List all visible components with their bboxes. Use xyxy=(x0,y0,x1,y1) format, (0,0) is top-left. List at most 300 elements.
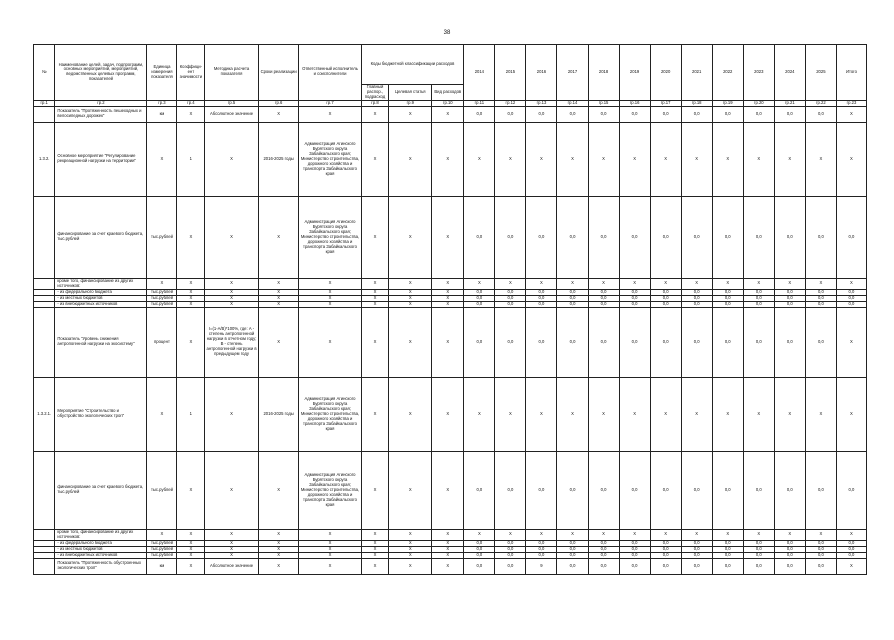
row-code-kind: Х xyxy=(432,529,464,540)
row-year-value: Х xyxy=(681,122,712,196)
row-year-value: 0,0 xyxy=(650,540,681,546)
row-year-value: 0,0 xyxy=(526,106,557,122)
row-terms: Х xyxy=(258,295,299,301)
row-year-value: 0,0 xyxy=(681,546,712,552)
row-year-value: 0,0 xyxy=(526,546,557,552)
row-year-value: 0,0 xyxy=(712,558,743,574)
row-terms: Х xyxy=(258,540,299,546)
row-unit: процент xyxy=(147,307,177,377)
row-total: 0,0 xyxy=(836,546,866,552)
row-code-chief: Х xyxy=(361,278,389,289)
row-terms: Х xyxy=(258,529,299,540)
row-coef: Х xyxy=(177,552,205,558)
row-total: 0,0 xyxy=(836,540,866,546)
row-year-value: 0,0 xyxy=(712,546,743,552)
row-year-value: 0,0 xyxy=(526,301,557,307)
row-year-value: 0,0 xyxy=(619,307,650,377)
row-code-article: Х xyxy=(389,295,432,301)
row-year-value: Х xyxy=(588,377,619,451)
row-responsible: Х xyxy=(299,278,361,289)
header-no: № xyxy=(34,45,55,101)
row-year-value: 0,0 xyxy=(774,451,805,529)
row-year-value: 0,0 xyxy=(650,307,681,377)
row-code-kind: Х xyxy=(432,540,464,546)
row-year-value: 0,0 xyxy=(588,558,619,574)
row-year-value: 0,0 xyxy=(805,558,836,574)
row-total: 0,0 xyxy=(836,289,866,295)
table-row xyxy=(34,558,867,574)
row-name: - из внебюджетных источников xyxy=(55,552,147,558)
row-terms: Х xyxy=(258,301,299,307)
row-year-value: 0,0 xyxy=(495,546,526,552)
header-year: 2023 xyxy=(743,45,774,101)
row-year-value: Х xyxy=(681,278,712,289)
row-year-value: Х xyxy=(681,377,712,451)
row-responsible: Х xyxy=(299,529,361,540)
row-responsible: Администрация Агинского Бурятского округа Забайкальского края; Министерство строительства, дорожного хозяйства и транспорта Забайкальского края xyxy=(299,196,361,278)
row-year-value: Х xyxy=(774,122,805,196)
row-method: Х xyxy=(205,529,259,540)
header-responsible: Ответственный исполнитель и соисполнители xyxy=(299,45,361,101)
row-year-value: 0,0 xyxy=(681,307,712,377)
column-number: гр.7 xyxy=(299,100,361,106)
row-year-value: Х xyxy=(681,529,712,540)
header-year: 2025 xyxy=(805,45,836,101)
row-unit: тыс.рублей xyxy=(147,552,177,558)
row-year-value: 0,0 xyxy=(681,301,712,307)
row-code-kind: Х xyxy=(432,196,464,278)
row-unit: Х xyxy=(147,278,177,289)
column-number: гр.8 xyxy=(361,100,389,106)
row-year-value: 0,0 xyxy=(774,540,805,546)
row-year-value: 0,0 xyxy=(464,540,495,546)
row-year-value: 0,0 xyxy=(805,540,836,546)
row-year-value: 0,0 xyxy=(774,289,805,295)
row-year-value: 0,0 xyxy=(681,289,712,295)
header-codes: Коды бюджетной классификации расходов xyxy=(361,45,464,85)
row-year-value: 0,0 xyxy=(619,540,650,546)
row-year-value: 0,0 xyxy=(712,196,743,278)
row-year-value: 0,0 xyxy=(464,295,495,301)
row-year-value: Х xyxy=(588,278,619,289)
row-code-kind: Х xyxy=(432,278,464,289)
row-year-value: 0,0 xyxy=(619,301,650,307)
row-total: Х xyxy=(836,278,866,289)
row-terms: 2016-2025 годы xyxy=(258,122,299,196)
row-year-value: 0,0 xyxy=(526,295,557,301)
row-name: - из местных бюджетов xyxy=(55,546,147,552)
row-terms: Х xyxy=(258,451,299,529)
row-year-value: 0,0 xyxy=(557,546,588,552)
row-year-value: Х xyxy=(805,377,836,451)
header-name: Наименование целей, задач, подпрограмм, основных мероприятий, мероприятий, ведомственных целевых программ, показателей xyxy=(55,45,147,101)
row-code-article: Х xyxy=(389,451,432,529)
row-terms: Х xyxy=(258,106,299,122)
row-code-kind: Х xyxy=(432,301,464,307)
row-year-value: 0,0 xyxy=(712,552,743,558)
column-number: гр.15 xyxy=(588,100,619,106)
row-year-value: Х xyxy=(743,529,774,540)
row-method: Абсолютное значение xyxy=(205,558,259,574)
row-year-value: 0,0 xyxy=(743,558,774,574)
row-year-value: 0,0 xyxy=(464,552,495,558)
row-year-value: 0,0 xyxy=(805,196,836,278)
row-terms: 2016-2025 годы xyxy=(258,377,299,451)
row-name: Показатель "Уровень снижения антропогенной нагрузки на экосистему" xyxy=(55,307,147,377)
column-number: гр.12 xyxy=(495,100,526,106)
row-year-value: Х xyxy=(774,529,805,540)
row-total: 0,0 xyxy=(836,552,866,558)
row-responsible: Х xyxy=(299,552,361,558)
row-year-value: 0,0 xyxy=(774,552,805,558)
row-year-value: Х xyxy=(805,122,836,196)
row-code-chief: Х xyxy=(361,301,389,307)
row-year-value: 0,0 xyxy=(557,289,588,295)
header-sub-kind: Вид расходов xyxy=(432,85,464,101)
header-year: 2022 xyxy=(712,45,743,101)
header-sub-article: Целевая статья xyxy=(389,85,432,101)
column-number: гр.17 xyxy=(650,100,681,106)
row-name: - из федерального бюджета xyxy=(55,540,147,546)
row-year-value: 0,0 xyxy=(526,307,557,377)
row-year-value: 0,0 xyxy=(743,546,774,552)
row-responsible: Х xyxy=(299,546,361,552)
column-number: гр.20 xyxy=(743,100,774,106)
row-name: Мероприятие "Строительство и обустройство экологических троп" xyxy=(55,377,147,451)
row-method: Х xyxy=(205,278,259,289)
row-name: финансирование за счет краевого бюджета, тыс.рублей xyxy=(55,451,147,529)
row-coef: Х xyxy=(177,529,205,540)
row-terms: Х xyxy=(258,552,299,558)
row-year-value: 0,0 xyxy=(588,196,619,278)
row-responsible: Администрация Агинского Бурятского округа Забайкальского края; Министерство строительства, дорожного хозяйства и транспорта Забайкальского края xyxy=(299,122,361,196)
row-name: Показатель "Протяженность пешеходных и велосипедных дорожек" xyxy=(55,106,147,122)
row-year-value: 0,0 xyxy=(774,546,805,552)
row-responsible: Х xyxy=(299,558,361,574)
row-year-value: 0,0 xyxy=(650,552,681,558)
row-year-value: 0,0 xyxy=(681,451,712,529)
row-year-value: 0,0 xyxy=(650,546,681,552)
row-code-chief: Х xyxy=(361,529,389,540)
row-code-article: Х xyxy=(389,106,432,122)
row-responsible: Администрация Агинского Бурятского округа Забайкальского края; Министерство строительства, дорожного хозяйства и транспорта Забайкальского края xyxy=(299,451,361,529)
row-year-value: 0,0 xyxy=(526,451,557,529)
row-unit: тыс.рублей xyxy=(147,196,177,278)
row-terms: Х xyxy=(258,546,299,552)
header-year: 2024 xyxy=(774,45,805,101)
row-name: - из местных бюджетов xyxy=(55,295,147,301)
table-row xyxy=(34,529,867,540)
row-responsible: Х xyxy=(299,106,361,122)
table-row xyxy=(34,278,867,289)
column-number: гр.1 xyxy=(34,100,55,106)
row-code-kind: Х xyxy=(432,289,464,295)
row-unit: тыс.рублей xyxy=(147,301,177,307)
row-year-value: 0,0 xyxy=(805,552,836,558)
row-year-value: Х xyxy=(495,122,526,196)
row-year-value: 0,0 xyxy=(619,558,650,574)
row-year-value: 0,0 xyxy=(805,289,836,295)
row-year-value: 0,0 xyxy=(743,301,774,307)
row-year-value: 0,0 xyxy=(588,552,619,558)
row-method: Х xyxy=(205,546,259,552)
row-method: Х xyxy=(205,295,259,301)
row-year-value: 0,0 xyxy=(495,558,526,574)
row-code-chief: Х xyxy=(361,451,389,529)
row-name: - из федерального бюджета xyxy=(55,289,147,295)
row-year-value: 0,0 xyxy=(805,546,836,552)
header-coef: Коэффици-ент значимости xyxy=(177,45,205,101)
row-year-value: 0,0 xyxy=(712,540,743,546)
row-year-value: 0,0 xyxy=(588,295,619,301)
row-year-value: 0,0 xyxy=(805,106,836,122)
row-year-value: 0,0 xyxy=(526,552,557,558)
row-year-value: Х xyxy=(650,278,681,289)
page-number: 38 xyxy=(443,30,451,36)
row-year-value: Х xyxy=(526,529,557,540)
row-year-value: 0,0 xyxy=(650,196,681,278)
row-year-value: 0,0 xyxy=(619,289,650,295)
row-code-chief: Х xyxy=(361,295,389,301)
row-year-value: 0,0 xyxy=(712,307,743,377)
header-unit: Единица измерения показателя xyxy=(147,45,177,101)
row-year-value: Х xyxy=(650,122,681,196)
row-year-value: 0,0 xyxy=(743,552,774,558)
row-number xyxy=(34,106,55,122)
row-year-value: 0,0 xyxy=(557,301,588,307)
row-name: финансирование за счет краевого бюджета, тыс.рублей xyxy=(55,196,147,278)
row-year-value: Х xyxy=(743,278,774,289)
row-year-value: Х xyxy=(557,529,588,540)
row-method: Х xyxy=(205,289,259,295)
row-year-value: Х xyxy=(712,278,743,289)
row-unit: Х xyxy=(147,377,177,451)
row-year-value: 0,0 xyxy=(557,295,588,301)
row-code-kind: Х xyxy=(432,558,464,574)
row-year-value: 0,0 xyxy=(588,106,619,122)
row-name: кроме того, финансирование из других источников: xyxy=(55,529,147,540)
row-year-value: Х xyxy=(557,278,588,289)
row-year-value: 0,0 xyxy=(774,307,805,377)
row-code-chief: Х xyxy=(361,377,389,451)
row-year-value: 0,0 xyxy=(805,301,836,307)
row-year-value: 0,0 xyxy=(712,451,743,529)
row-year-value: 0,0 xyxy=(464,451,495,529)
row-code-article: Х xyxy=(389,558,432,574)
row-coef: Х xyxy=(177,540,205,546)
row-code-kind: Х xyxy=(432,295,464,301)
row-year-value: 0,0 xyxy=(743,106,774,122)
row-code-chief: Х xyxy=(361,289,389,295)
row-year-value: 0,0 xyxy=(681,295,712,301)
row-terms: Х xyxy=(258,196,299,278)
table-row xyxy=(34,122,867,196)
row-name: Показатель "Протяженность обустроенных экологических троп" xyxy=(55,558,147,574)
header-total: Итого xyxy=(836,45,866,101)
row-method: Х xyxy=(205,552,259,558)
row-year-value: Х xyxy=(619,278,650,289)
row-year-value: 9 xyxy=(526,558,557,574)
column-number: гр.6 xyxy=(258,100,299,106)
row-number xyxy=(34,278,55,289)
row-coef: Х xyxy=(177,307,205,377)
row-code-article: Х xyxy=(389,540,432,546)
row-year-value: Х xyxy=(743,377,774,451)
row-year-value: 0,0 xyxy=(743,289,774,295)
row-code-article: Х xyxy=(389,529,432,540)
row-responsible: Администрация Агинского Бурятского округа Забайкальского края; Министерство строительства, дорожного хозяйства и транспорта Забайкальского края xyxy=(299,377,361,451)
row-responsible: Х xyxy=(299,307,361,377)
row-year-value: 0,0 xyxy=(743,295,774,301)
row-year-value: 0,0 xyxy=(588,289,619,295)
row-unit: км xyxy=(147,558,177,574)
row-year-value: 0,0 xyxy=(681,196,712,278)
row-year-value: 0,0 xyxy=(588,307,619,377)
row-year-value: 0,0 xyxy=(495,540,526,546)
row-unit: км xyxy=(147,106,177,122)
row-code-chief: Х xyxy=(361,546,389,552)
row-year-value: 0,0 xyxy=(774,196,805,278)
row-year-value: 0,0 xyxy=(526,196,557,278)
row-total: 0,0 xyxy=(836,295,866,301)
column-number: гр.23 xyxy=(836,100,866,106)
row-year-value: Х xyxy=(712,529,743,540)
row-year-value: 0,0 xyxy=(650,106,681,122)
row-coef: 1 xyxy=(177,377,205,451)
header-year: 2021 xyxy=(681,45,712,101)
header-sub-chief: Главный распор., подрасход xyxy=(361,85,389,101)
column-number: гр.22 xyxy=(805,100,836,106)
row-coef: Х xyxy=(177,278,205,289)
row-year-value: 0,0 xyxy=(495,196,526,278)
row-year-value: 0,0 xyxy=(495,552,526,558)
row-year-value: Х xyxy=(464,529,495,540)
row-year-value: 0,0 xyxy=(557,196,588,278)
row-year-value: 0,0 xyxy=(495,106,526,122)
column-number: гр.9 xyxy=(389,100,432,106)
header-year: 2016 xyxy=(526,45,557,101)
row-year-value: 0,0 xyxy=(743,196,774,278)
table-row xyxy=(34,451,867,529)
row-year-value: Х xyxy=(526,377,557,451)
table-row xyxy=(34,377,867,451)
table-body xyxy=(34,45,867,575)
row-year-value: Х xyxy=(650,529,681,540)
column-number: гр.3 xyxy=(147,100,177,106)
row-year-value: 0,0 xyxy=(650,289,681,295)
row-year-value: 0,0 xyxy=(464,307,495,377)
row-unit: тыс.рублей xyxy=(147,295,177,301)
row-year-value: 0,0 xyxy=(557,552,588,558)
row-method: Х xyxy=(205,196,259,278)
row-unit: Х xyxy=(147,529,177,540)
row-method: Х xyxy=(205,301,259,307)
row-year-value: Х xyxy=(712,122,743,196)
row-code-chief: Х xyxy=(361,307,389,377)
row-code-kind: Х xyxy=(432,307,464,377)
row-year-value: Х xyxy=(805,529,836,540)
row-code-kind: Х xyxy=(432,552,464,558)
row-year-value: 0,0 xyxy=(464,301,495,307)
row-coef: Х xyxy=(177,196,205,278)
row-year-value: 0,0 xyxy=(805,295,836,301)
row-responsible: Х xyxy=(299,289,361,295)
row-total: Х xyxy=(836,558,866,574)
row-year-value: Х xyxy=(495,377,526,451)
row-name: - из внебюджетных источников xyxy=(55,301,147,307)
row-unit: Х xyxy=(147,122,177,196)
row-total: 0,0 xyxy=(836,196,866,278)
header-year: 2014 xyxy=(464,45,495,101)
row-year-value: 0,0 xyxy=(650,295,681,301)
row-year-value: Х xyxy=(588,122,619,196)
row-year-value: 0,0 xyxy=(557,307,588,377)
row-coef: Х xyxy=(177,301,205,307)
row-year-value: Х xyxy=(619,529,650,540)
row-method: Х xyxy=(205,451,259,529)
row-year-value: 0,0 xyxy=(588,546,619,552)
row-year-value: 0,0 xyxy=(557,558,588,574)
header-row xyxy=(34,45,867,85)
row-code-article: Х xyxy=(389,278,432,289)
row-year-value: Х xyxy=(774,377,805,451)
row-year-value: Х xyxy=(743,122,774,196)
column-number: гр.19 xyxy=(712,100,743,106)
row-year-value: 0,0 xyxy=(557,451,588,529)
header-year: 2017 xyxy=(557,45,588,101)
row-unit: тыс.рублей xyxy=(147,546,177,552)
row-year-value: 0,0 xyxy=(774,301,805,307)
column-number: гр.10 xyxy=(432,100,464,106)
row-number xyxy=(34,196,55,278)
row-year-value: 0,0 xyxy=(619,106,650,122)
column-number: гр.18 xyxy=(681,100,712,106)
row-coef: Х xyxy=(177,106,205,122)
row-year-value: Х xyxy=(619,122,650,196)
row-name: Основное мероприятие "Регулирование рекреационной нагрузки на территории" xyxy=(55,122,147,196)
row-year-value: Х xyxy=(557,122,588,196)
row-year-value: Х xyxy=(464,377,495,451)
row-year-value: 0,0 xyxy=(495,451,526,529)
program-table xyxy=(33,44,867,575)
row-coef: Х xyxy=(177,295,205,301)
row-code-article: Х xyxy=(389,546,432,552)
row-total: 0,0 xyxy=(836,451,866,529)
row-year-value: 0,0 xyxy=(650,558,681,574)
row-responsible: Х xyxy=(299,540,361,546)
row-coef: Х xyxy=(177,289,205,295)
row-year-value: 0,0 xyxy=(495,307,526,377)
row-year-value: 0,0 xyxy=(464,289,495,295)
row-code-article: Х xyxy=(389,196,432,278)
row-responsible: Х xyxy=(299,295,361,301)
row-year-value: 0,0 xyxy=(588,451,619,529)
row-code-article: Х xyxy=(389,289,432,295)
row-year-value: 0,0 xyxy=(712,295,743,301)
row-year-value: 0,0 xyxy=(464,546,495,552)
row-coef: 1 xyxy=(177,122,205,196)
row-code-chief: Х xyxy=(361,106,389,122)
header-year: 2015 xyxy=(495,45,526,101)
row-year-value: 0,0 xyxy=(526,540,557,546)
row-code-kind: Х xyxy=(432,546,464,552)
row-code-chief: Х xyxy=(361,552,389,558)
row-code-chief: Х xyxy=(361,196,389,278)
row-method: Х xyxy=(205,540,259,546)
row-year-value: 0,0 xyxy=(743,451,774,529)
table-row xyxy=(34,196,867,278)
row-year-value: Х xyxy=(774,278,805,289)
